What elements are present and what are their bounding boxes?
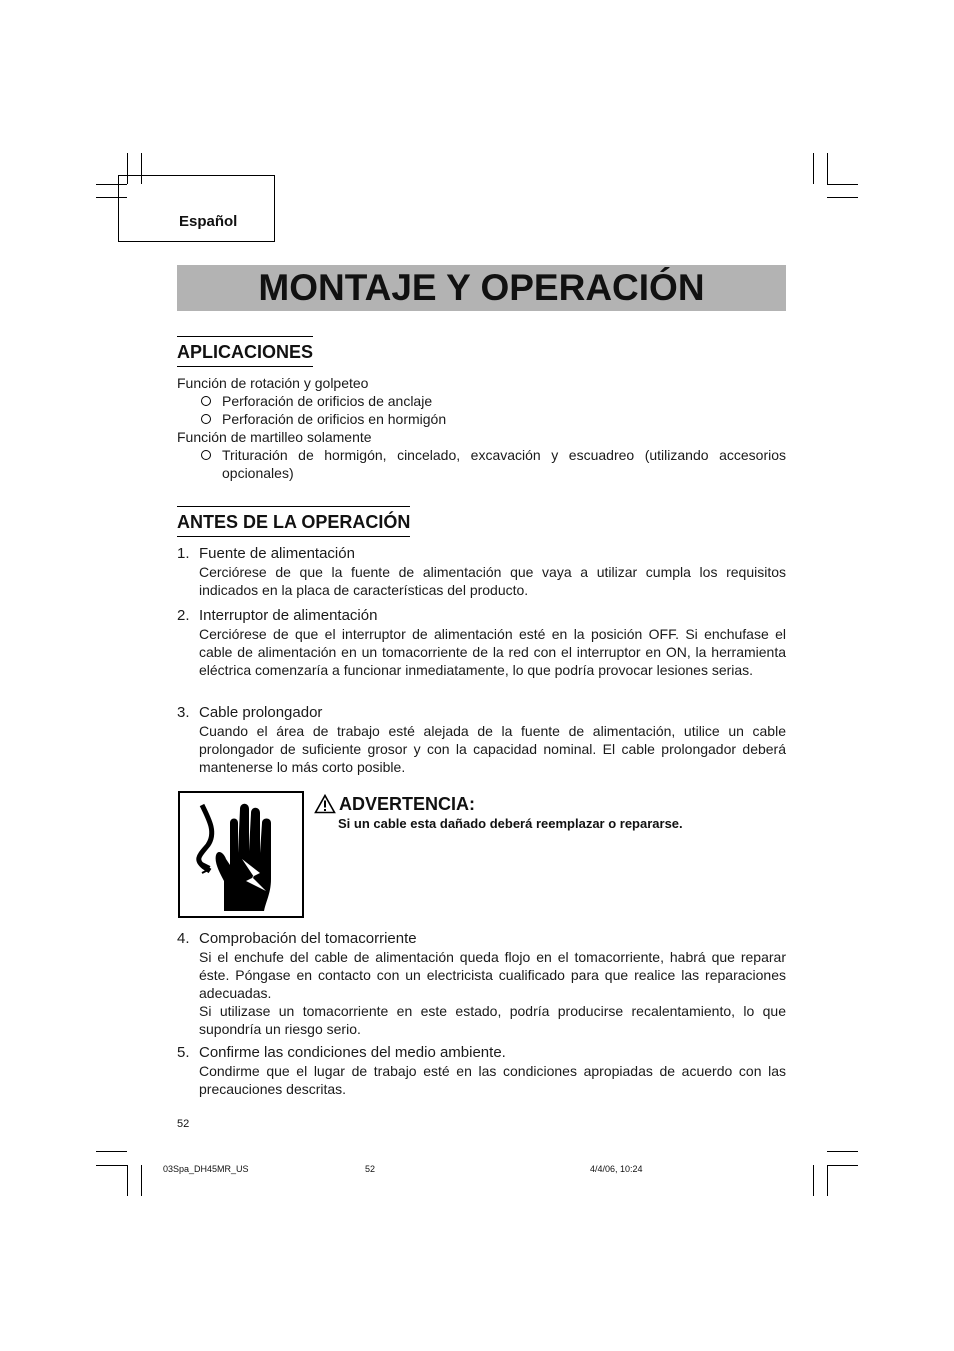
crop-mark [96, 1165, 127, 1166]
application-group-label: Función de rotación y golpeteo [177, 375, 369, 391]
circle-bullet-icon [201, 450, 211, 460]
section-heading-aplicaciones: APLICACIONES [177, 336, 313, 367]
list-item [177, 410, 786, 428]
warning-heading [314, 793, 475, 815]
step-item [177, 606, 786, 679]
step-item [177, 544, 786, 599]
crop-mark [827, 153, 828, 184]
language-label: Español [179, 213, 238, 230]
step-number: 1. [177, 545, 190, 562]
step-description: Cerciórese de que el interruptor de alimentación esté en la posición OFF. Si enchufase el cable de alimentación en un tomacorriente de la red con el interruptor en ON, la herramienta eléctrica comenzaría a funcionar inmediatamente, lo que podría provocar lesiones serias. [199, 626, 786, 678]
step-number: 3. [177, 704, 190, 721]
crop-mark [827, 1165, 828, 1196]
crop-mark [827, 1165, 858, 1166]
page-title: MONTAJE Y OPERACIÓN [258, 267, 705, 308]
step-item [177, 703, 786, 776]
list-item [177, 392, 786, 410]
step-number: 5. [177, 1044, 190, 1061]
crop-mark [827, 197, 858, 198]
circle-bullet-icon [201, 414, 211, 424]
step-title: Interruptor de alimentación [199, 607, 378, 624]
applications-list [177, 374, 786, 482]
circle-bullet-icon [201, 396, 211, 406]
step-title: Confirme las condiciones del medio ambiente. [199, 1044, 506, 1061]
step-description: Si el enchufe del cable de alimentación queda flojo en el tomacorriente, habrá que reparar éste. Póngase en contacto con un electricista cualificado para que realice las reparaciones adecuadas. [199, 949, 786, 1001]
crop-mark [813, 153, 814, 184]
step-number: 4. [177, 930, 190, 947]
step-item [177, 1043, 786, 1098]
step-description: Si utilizase un tomacorriente en este estado, podría producirse recalentamiento, lo que supondría un riesgo serio. [199, 1003, 786, 1037]
warning-title: ADVERTENCIA: [339, 794, 476, 814]
electric-shock-hand-icon [178, 791, 304, 918]
crop-mark [813, 1165, 814, 1196]
section-heading-antes: ANTES DE LA OPERACIÓN [177, 506, 410, 537]
step-title: Cable prolongador [199, 704, 323, 721]
step-description: Condirme que el lugar de trabajo esté en las condiciones apropiadas de acuerdo con las precauciones descritas. [199, 1063, 786, 1097]
list-item-text: Perforación de orificios de anclaje [222, 393, 433, 409]
list-item-text: Trituración de hormigón, cincelado, excavación y escuadreo (utilizando accesorios opcionales) [222, 447, 786, 481]
list-item-text: Perforación de orificios en hormigón [222, 411, 447, 427]
application-group-label: Función de martilleo solamente [177, 429, 372, 445]
footer-datetime: 4/4/06, 10:24 [590, 1164, 643, 1174]
crop-mark [96, 1151, 127, 1152]
crop-mark [827, 1151, 858, 1152]
crop-mark [141, 1165, 142, 1196]
list-item [177, 446, 786, 482]
crop-mark [827, 184, 858, 185]
step-title: Fuente de alimentación [199, 545, 355, 562]
warning-triangle-icon [314, 794, 336, 814]
crop-mark [127, 1165, 128, 1196]
step-title: Comprobación del tomacorriente [199, 930, 417, 947]
footer-page: 52 [365, 1164, 376, 1174]
page-number: 52 [177, 1118, 190, 1130]
step-item [177, 929, 786, 1038]
footer-file-name: 03Spa_DH45MR_US [163, 1164, 249, 1174]
step-description: Cerciórese de que la fuente de alimentación que vaya a utilizar cumpla los requisitos indicados en la placa de características del producto. [199, 564, 786, 598]
page-title-bar [177, 265, 786, 311]
step-description: Cuando el área de trabajo esté alejada de la fuente de alimentación, utilice un cable prolongador de suficiente grosor y con la capacidad nominal. El cable prolongador deberá mantenerse lo más corto posible. [199, 723, 786, 775]
step-number: 2. [177, 607, 190, 624]
language-tab [118, 175, 275, 242]
warning-text: Si un cable esta dañado deberá reemplazar o repararse. [338, 816, 683, 831]
